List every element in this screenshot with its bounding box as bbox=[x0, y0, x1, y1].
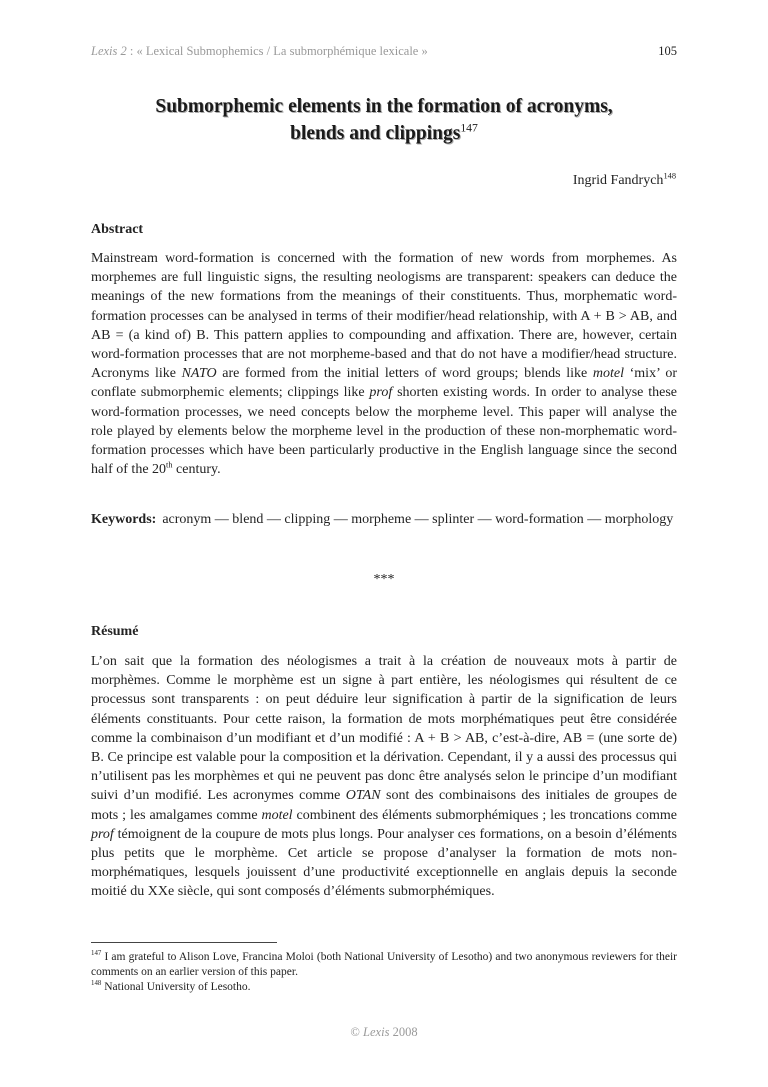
abstract-heading: Abstract bbox=[91, 222, 144, 237]
running-head-title: Lexis 2 : « Lexical Submophemics / La submorphémique lexicale » bbox=[91, 44, 428, 58]
author-name: Ingrid Fandrych$^{148}$ bbox=[572, 171, 676, 188]
title-line-2: blends and clippings$^{147}$ bbox=[290, 121, 478, 144]
title-footnote-ref[interactable]: 147 bbox=[460, 121, 478, 135]
page-number: 105 bbox=[658, 44, 677, 58]
article-title bbox=[100, 93, 668, 147]
title-line-1: Submorphemic elements in the formation of acronyms, bbox=[155, 96, 613, 117]
running-head bbox=[91, 44, 677, 59]
footnote-147: $^{147}$ I am grateful to Alison Love, Francina Moloi (both National University of Lesotho) and two anonymous reviewers for their comments on an earlier version of this paper. bbox=[91, 950, 677, 978]
author-footnote-ref[interactable]: 148 bbox=[663, 171, 676, 181]
section-separator: *** bbox=[373, 572, 395, 587]
resume-heading: Résumé bbox=[91, 624, 139, 639]
footnote-148: $^{148}$ National University of Lesotho. bbox=[91, 980, 251, 993]
footnote-rule bbox=[91, 942, 277, 943]
keywords bbox=[91, 510, 677, 529]
keywords-label: Keywords: bbox=[91, 512, 157, 527]
resume-body: L’on sait que la formation des néologismes a trait à la création de nouveaux mots à partir de morphèmes. Comme le morphème est un signe à part entière, les néologismes qui résultent de ce processus sont transparents : on peut déduire leur signification à partir de la signification de leurs éléments constituants. Pour cette raison, la formation de mots morphématiques peut être considérée comme la combinaison d’un modifiant et d’un modifié : A + B > AB, c’est-à-dire, AB = (une sorte de) B. Ce principe est valable pour la composition et la dérivation. Cependant, il y a aussi des processus qui n’utilisent pas les morphèmes et qui ne peuvent pas donc être analysés selon le principe d’un modifiant suivi d’un modifié. Les acronymes comme OTAN sont des combinaisons des initiales de groupes de mots ; les amalgames comme motel combinent des éléments submorphémiques ; les troncations comme prof témoignent de la coupure de mots plus longs. Pour analyser ces formations, on a besoin d’éléments plus petits que le morphème. Cet article se propose d’analyser la formation de mots non-morphématiques, lesquels jouissent d’une productivité exceptionnelle en anglais depuis la seconde moitié du XXe siècle, qui sont composés d’éléments submorphémiques. bbox=[91, 654, 678, 900]
page-footer: © Lexis 2008 bbox=[350, 1025, 418, 1039]
abstract-body: Mainstream word-formation is concerned with the formation of new words from morphemes. As morphemes are full linguistic signs, the resulting neologisms are transparent: speakers can deduce the meanings of the new formations from the meanings of their constituents. Thus, morphematic word-formation processes can be analysed in terms of their modifier/head relationship, with A + B > AB, and AB = (a kind of) B. This pattern applies to compounding and affixation. There are, however, certain word-formation processes that are not morpheme-based and that do not have a modifier/head structure. Acronyms like NATO are formed from the initial letters of word groups; blends like motel ‘mix’ or conflate submorphemic elements; clippings like prof shorten existing words. In order to analyse these word-formation processes, we need concepts below the morpheme level. This paper will analyse the role played by elements below the morpheme level in the production of these non-morphematic word-formation processes which have been particularly productive in the English language since the second half of the 20th century. bbox=[91, 251, 677, 478]
keywords-list: acronym — blend — clipping — morpheme — splinter — word-formation — morphology bbox=[162, 512, 674, 527]
